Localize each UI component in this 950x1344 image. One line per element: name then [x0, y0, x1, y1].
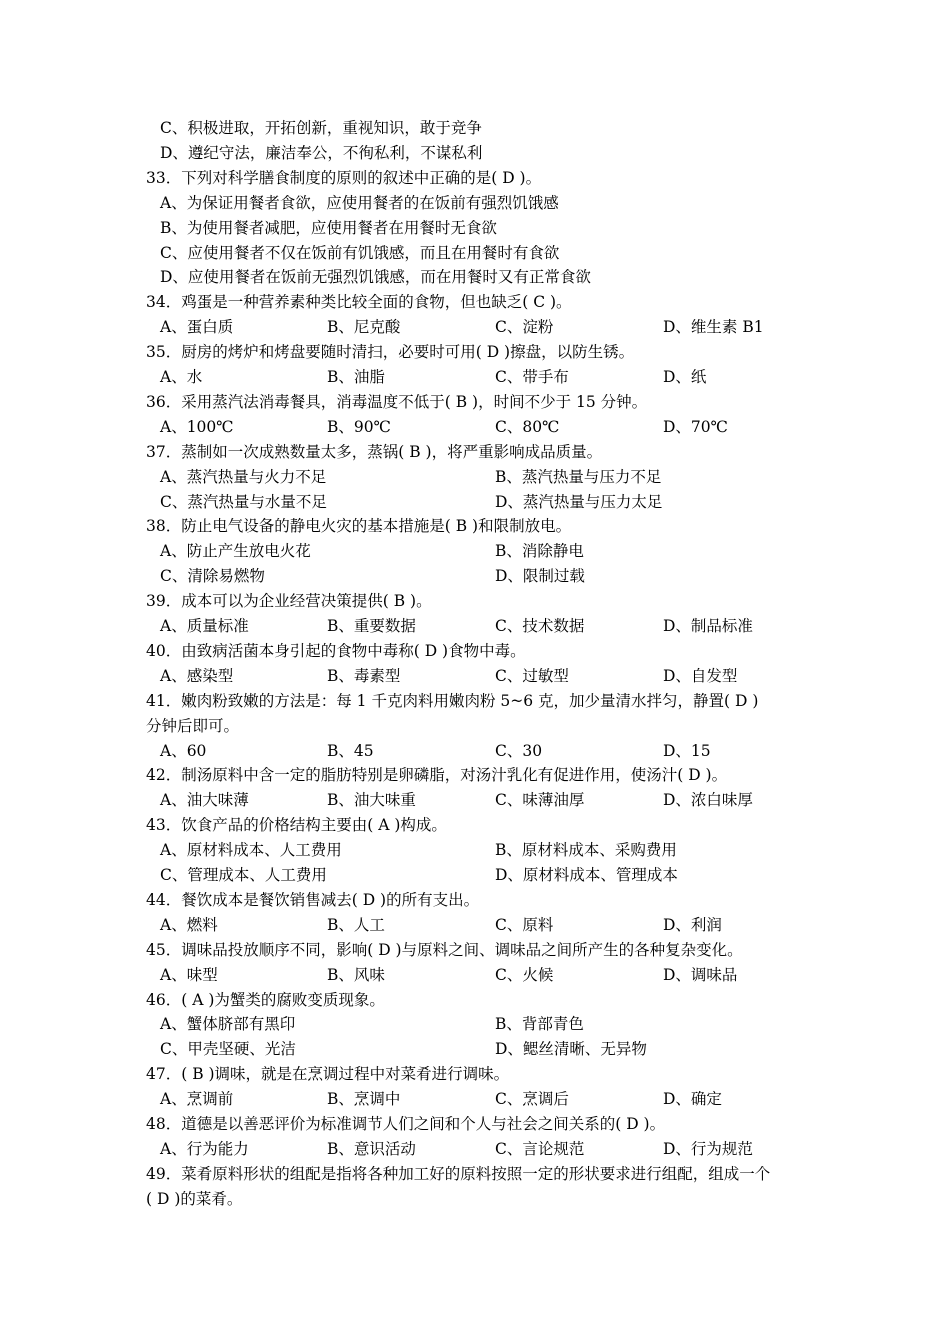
answer-option: A、原材料成本、人工费用 [160, 841, 342, 860]
answer-option: B、风味 [327, 965, 385, 984]
answer-option: A、质量标准 [160, 617, 249, 635]
answer-option: B、油大味重 [327, 791, 416, 810]
option-text: C、应使用餐者不仅在饭前有饥饿感，而且在用餐时有食欲 [160, 243, 560, 262]
answer-option: A、味型 [160, 965, 218, 984]
answer-option: D、浓白味厚 [663, 791, 753, 810]
answer-option: C、30 [495, 741, 543, 760]
answer-option: C、过敏型 [495, 666, 569, 685]
option-text: D、应使用餐者在饭前无强烈饥饿感，而在用餐时又有正常食欲 [160, 268, 591, 287]
answer-option: C、管理成本、人工费用 [160, 866, 327, 884]
question-text: 40．由致病活菌本身引起的食物中毒称( D )食物中毒。 [146, 641, 526, 660]
question-text: 49．菜肴原料形状的组配是指将各种加工好的原料按照一定的形状要求进行组配，组成一个 [146, 1164, 771, 1183]
answer-option: D、原材料成本、管理成本 [495, 866, 678, 884]
question-text: 37．蒸制如一次成熟数量太多，蒸锅( B )，将严重影响成品质量。 [146, 442, 603, 461]
answer-option: A、蛋白质 [160, 318, 234, 337]
answer-option: C、言论规范 [495, 1139, 585, 1158]
answer-option: D、行为规范 [663, 1139, 753, 1158]
answer-option: C、技术数据 [495, 617, 585, 635]
question-text: 46．( A )为蟹类的腐败变质现象。 [146, 990, 385, 1009]
question-text: 38．防止电气设备的静电火灾的基本措施是( B )和限制放电。 [146, 517, 572, 536]
answer-option: B、消除静电 [495, 542, 584, 561]
option-text: C、积极进取，开拓创新，重视知识，敢于竞争 [160, 119, 482, 137]
answer-option: B、原材料成本、采购费用 [495, 841, 677, 860]
answer-option: C、淀粉 [495, 318, 554, 337]
answer-option: D、自发型 [663, 666, 738, 685]
answer-option: D、调味品 [663, 965, 738, 984]
question-text: 43．饮食产品的价格结构主要由( A )构成。 [146, 816, 447, 835]
answer-option: D、利润 [663, 915, 722, 934]
answer-option: B、45 [327, 741, 374, 760]
question-text: 36．采用蒸汽法消毒餐具，消毒温度不低于( B )，时间不少于 15 分钟。 [146, 392, 648, 411]
option-text: B、为使用餐者减肥，应使用餐者在用餐时无食欲 [160, 218, 497, 237]
answer-option: B、人工 [327, 915, 385, 934]
question-text: 35．厨房的烤炉和烤盘要随时清扫，必要时可用( D )擦盘，以防生锈。 [146, 343, 635, 362]
answer-option: D、纸 [663, 368, 707, 386]
answer-option: A、蒸汽热量与火力不足 [160, 467, 327, 486]
answer-option: D、鳃丝清晰、无异物 [495, 1040, 647, 1059]
answer-option: A、60 [160, 741, 207, 760]
answer-option: D、限制过载 [495, 567, 585, 586]
answer-option: D、维生素 B1 [663, 318, 764, 337]
answer-option: B、烹调中 [327, 1090, 401, 1109]
answer-option: D、15 [663, 741, 711, 760]
answer-option: A、防止产生放电火花 [160, 542, 311, 561]
answer-option: A、水 [160, 368, 203, 386]
answer-option: D、蒸汽热量与压力太足 [495, 492, 663, 511]
answer-option: A、100℃ [160, 417, 234, 436]
question-text: 42．制汤原料中含一定的脂肪特别是卵磷脂，对汤汁乳化有促进作用，使汤汁( D )。 [146, 766, 728, 785]
answer-option: C、蒸汽热量与水量不足 [160, 492, 327, 511]
answer-option: C、带手布 [495, 368, 569, 386]
question-text: 48．道德是以善恶评价为标准调节人们之间和个人与社会之间关系的( D )。 [146, 1115, 666, 1133]
question-text: 45．调味品投放顺序不同，影响( D )与原料之间、调味品之间所产生的各种复杂变化。 [146, 940, 743, 959]
answer-option: C、原料 [495, 915, 554, 934]
answer-option: C、清除易燃物 [160, 567, 265, 586]
answer-option: B、蒸汽热量与压力不足 [495, 467, 662, 486]
answer-option: C、烹调后 [495, 1090, 569, 1109]
answer-option: D、制品标准 [663, 617, 753, 635]
question-text: 39．成本可以为企业经营决策提供( B )。 [146, 592, 432, 611]
answer-option: B、90℃ [327, 417, 391, 436]
answer-option: A、蟹体脐部有黑印 [160, 1015, 296, 1034]
answer-option: C、火候 [495, 965, 554, 984]
answer-option: B、意识活动 [327, 1139, 416, 1158]
answer-option: B、背部青色 [495, 1015, 584, 1034]
answer-option: C、味薄油厚 [495, 791, 585, 810]
option-text: D、遵纪守法，廉洁奉公，不徇私利，不谋私利 [160, 143, 483, 162]
question-text: ( D )的菜肴。 [146, 1189, 243, 1208]
question-text: 分钟后即可。 [146, 716, 240, 735]
question-text: 41．嫩肉粉致嫩的方法是：每 1 千克肉料用嫩肉粉 5~6 克，加少量清水拌匀，静置( D ) [146, 691, 759, 710]
answer-option: B、尼克酸 [327, 318, 401, 337]
answer-option: A、行为能力 [160, 1139, 249, 1158]
answer-option: C、甲壳坚硬、光洁 [160, 1040, 296, 1059]
question-text: 47．( B )调味，就是在烹调过程中对菜肴进行调味。 [146, 1065, 510, 1084]
question-text: 33．下列对科学膳食制度的原则的叙述中正确的是( D )。 [146, 168, 542, 187]
answer-option: B、毒素型 [327, 666, 401, 685]
answer-option: A、烹调前 [160, 1090, 234, 1109]
answer-option: A、油大味薄 [160, 791, 249, 810]
answer-option: B、重要数据 [327, 617, 416, 635]
answer-option: A、燃料 [160, 915, 218, 934]
question-text: 44．餐饮成本是餐饮销售减去( D )的所有支出。 [146, 890, 480, 909]
answer-option: D、70℃ [663, 417, 728, 436]
answer-option: B、油脂 [327, 368, 385, 386]
answer-option: D、确定 [663, 1090, 722, 1109]
option-text: A、为保证用餐者食欲，应使用餐者的在饭前有强烈饥饿感 [160, 193, 559, 212]
question-text: 34．鸡蛋是一种营养素种类比较全面的食物，但也缺乏( C )。 [146, 293, 572, 312]
answer-option: A、感染型 [160, 666, 234, 685]
answer-option: C、80℃ [495, 417, 560, 436]
